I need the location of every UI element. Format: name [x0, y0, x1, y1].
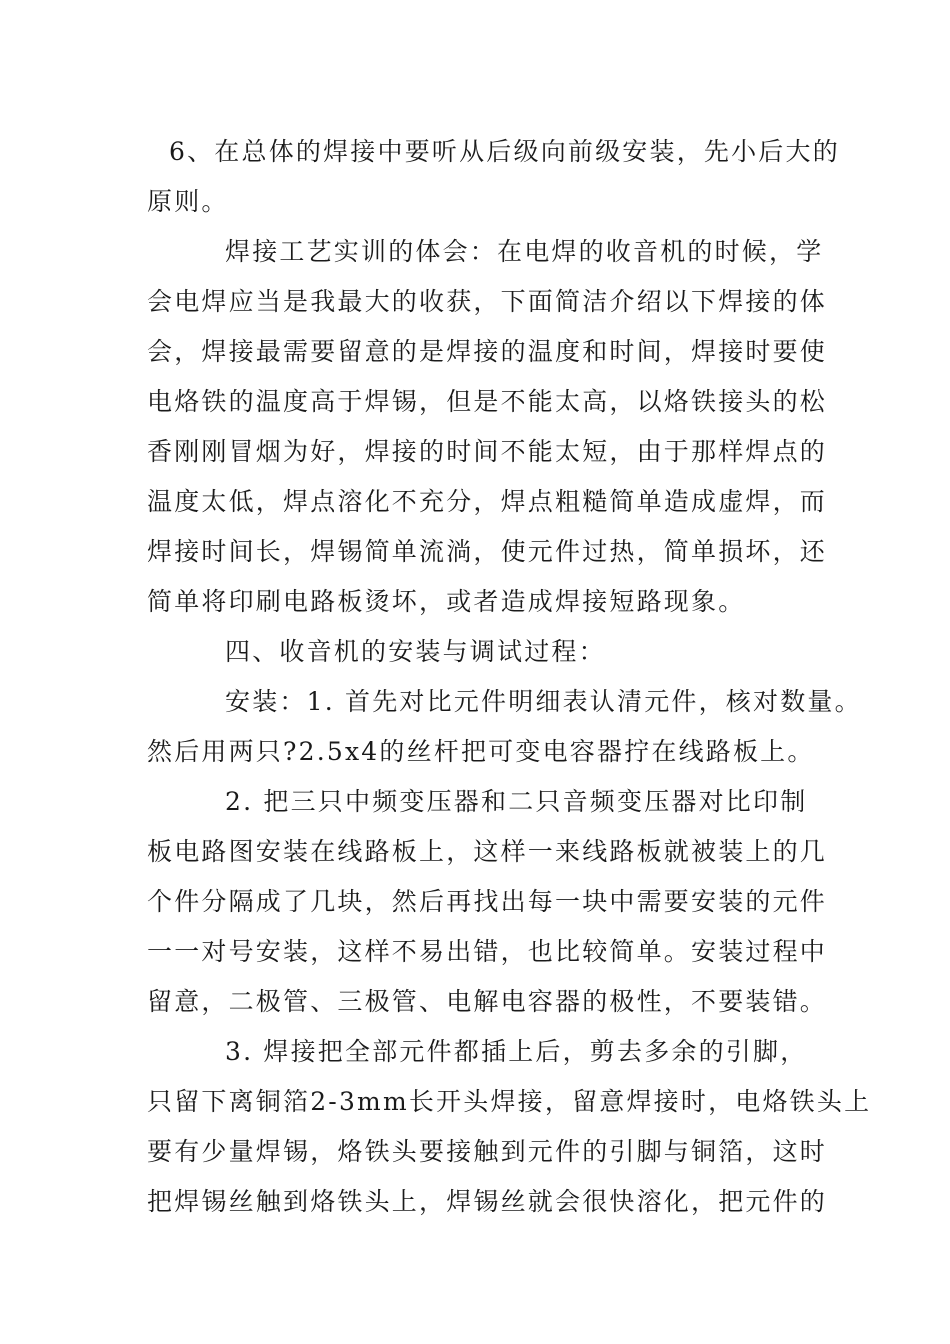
text-line: 6、在总体的焊接中要听从后级向前级安装，先小后大的 [169, 137, 840, 166]
text-line: 香刚刚冒烟为好，焊接的时间不能太短，由于那样焊点的 [147, 437, 828, 466]
text-line: 会电焊应当是我最大的收获，下面简洁介绍以下焊接的体 [147, 287, 828, 316]
text-line: 安装：1. 首先对比元件明细表认清元件，核对数量。 [225, 687, 862, 716]
text-line: 3. 焊接把全部元件都插上后，剪去多余的引脚， [225, 1037, 808, 1066]
document-body [147, 127, 872, 1227]
text-line: 把焊锡丝触到烙铁头上，焊锡丝就会很快溶化，把元件的 [147, 1187, 828, 1216]
paragraph-welding-experience [147, 227, 837, 627]
text-line: 四、收音机的安装与调试过程： [225, 637, 606, 666]
text-line: 2. 把三只中频变压器和二只音频变压器对比印制 [225, 787, 808, 816]
text-line: 只留下离铜箔2-3mm长开头焊接，留意焊接时，电烙铁头上 [147, 1087, 872, 1116]
text-line: 电烙铁的温度高于焊锡，但是不能太高，以烙铁接头的松 [147, 387, 828, 416]
text-line: 焊接时间长，焊锡简单流淌，使元件过热，简单损坏，还 [147, 537, 828, 566]
text-line: 原则。 [147, 187, 229, 216]
section-heading [147, 627, 837, 677]
text-line: 板电路图安装在线路板上，这样一来线路板就被装上的几 [147, 837, 828, 866]
text-line: 个件分隔成了几块，然后再找出每一块中需要安装的元件 [147, 887, 828, 916]
text-line: 要有少量焊锡，烙铁头要接触到元件的引脚与铜箔，这时 [147, 1137, 828, 1166]
text-line: 会，焊接最需要留意的是焊接的温度和时间，焊接时要使 [147, 337, 828, 366]
text-line: 温度太低，焊点溶化不充分，焊点粗糙简单造成虚焊，而 [147, 487, 828, 516]
text-line: 一一对号安装，这样不易出错，也比较简单。安装过程中 [147, 937, 828, 966]
text-line: 然后用两只?2.5x4的丝杆把可变电容器拧在线路板上。 [147, 737, 815, 766]
text-line: 焊接工艺实训的体会：在电焊的收音机的时候，学 [225, 237, 824, 266]
paragraph-step-1 [147, 677, 862, 777]
paragraph-step-2 [147, 777, 837, 1027]
text-line: 简单将印刷电路板烫坏，或者造成焊接短路现象。 [147, 587, 746, 616]
paragraph-step-3 [147, 1027, 872, 1227]
paragraph-assembly-order [147, 127, 840, 227]
text-line: 留意，二极管、三极管、电解电容器的极性，不要装错。 [147, 987, 828, 1016]
